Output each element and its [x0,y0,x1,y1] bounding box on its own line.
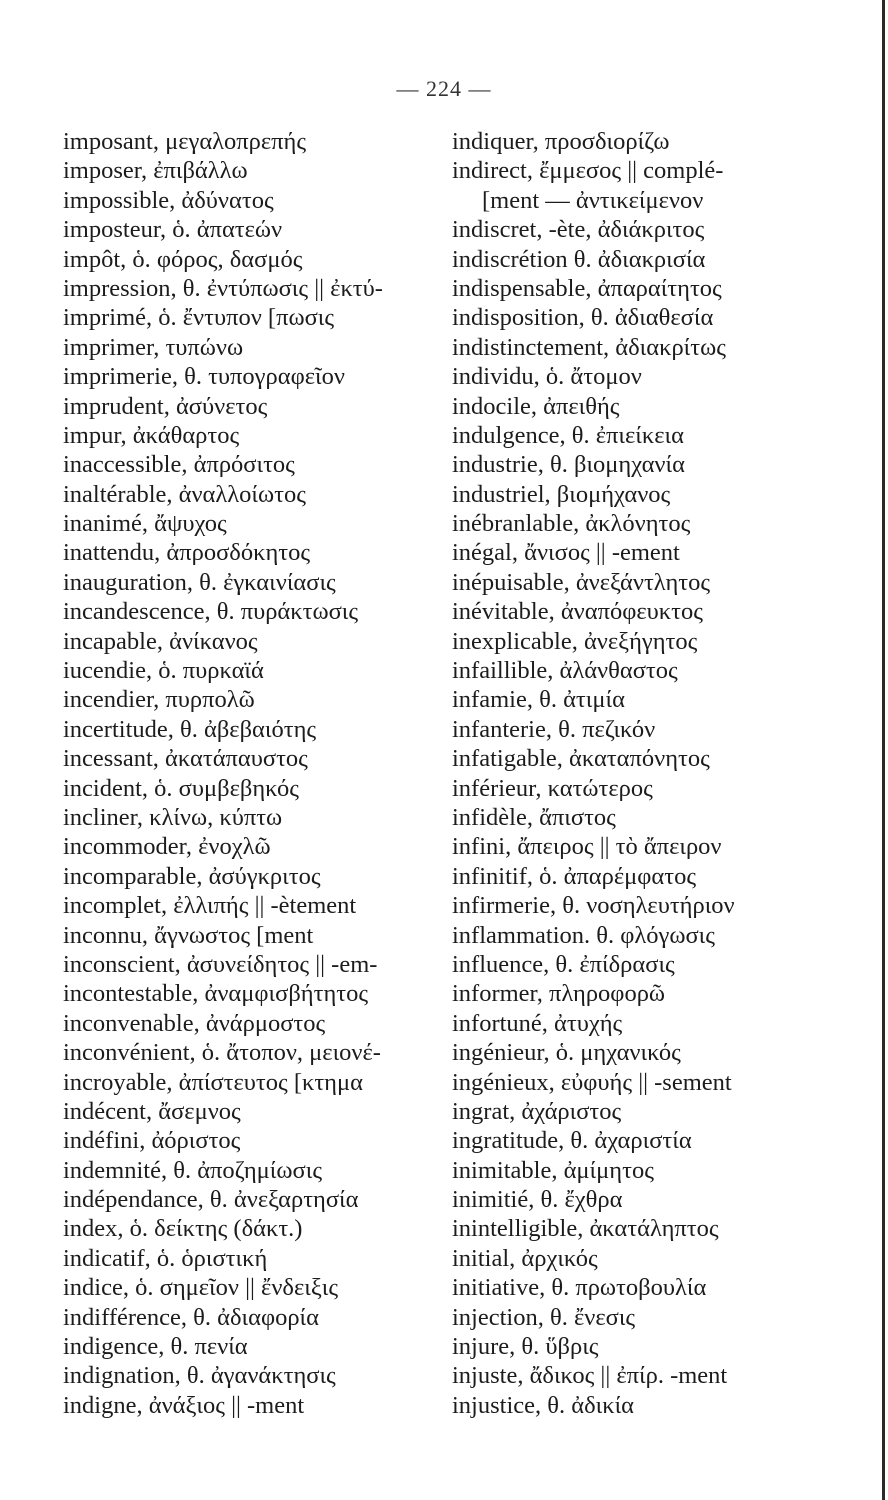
dictionary-entry: imposteur, ὁ. ἀπατεών [63,216,283,244]
dictionary-entry: infinitif, ὁ. ἀπαρέμφατος [452,862,697,890]
dictionary-entry: injuste, ἄδικος || ἐπίρ. -ment [452,1362,728,1390]
dictionary-entry: inépuisable, ἀνεξάντλητος [452,568,711,596]
dictionary-entry: incendier, πυρπολῶ [63,686,255,714]
page-edge-shadow [882,0,885,1500]
dictionary-entry: inattendu, ἀπροσδόκητος [63,539,311,567]
dictionary-entry: initiative, θ. πρωτοβουλία [452,1274,707,1302]
dictionary-entry: iucendie, ὁ. πυρκαϊά [63,657,264,685]
dictionary-entry: imprimerie, θ. τυπογραφεῖον [63,363,345,391]
dictionary-entry: impôt, ὁ. φόρος, δασμός [63,245,303,273]
dictionary-entry: inintelligible, ἀκατάληπτος [452,1215,719,1243]
dictionary-entry: inévitable, ἀναπόφευκτος [452,598,703,626]
dictionary-entry: impossible, ἀδύνατος [63,186,274,214]
dictionary-entry: imprudent, ἀσύνετος [63,392,268,420]
dictionary-entry: indiscret, -ète, ἀδιάκριτος [452,216,705,244]
dictionary-entry: influence, θ. ἐπίδρασις [452,950,675,978]
dictionary-entry: imposant, μεγαλοπρεπής [63,128,307,155]
dictionary-entry: individu, ὁ. ἄτομον [452,363,642,391]
dictionary-entry: incessant, ἀκατάπαυστος [63,745,308,773]
page-number: — 224 — [396,76,492,101]
dictionary-entry: inconscient, ἀσυνείδητος || -em- [63,950,378,978]
dictionary-entry: indéfini, ἀόριστος [63,1127,241,1155]
dictionary-entry: ingénieux, εὐφυής || -sement [452,1068,732,1096]
dictionary-entry: injection, θ. ἔνεσις [452,1303,636,1331]
dictionary-entry: indispensable, ἀπαραίτητος [452,274,722,302]
dictionary-entry: industrie, θ. βιομηχανία [452,451,685,479]
dictionary-entry: infaillible, ἀλάνθαστος [452,657,678,685]
right-column [452,127,862,1420]
dictionary-entry: infamie, θ. ἀτιμία [452,686,625,714]
dictionary-entry: inaltérable, ἀναλλοίωτος [63,480,306,508]
dictionary-entry: inimitable, ἀμίμητος [452,1156,654,1184]
dictionary-entry-continuation: [ment — ἀντικείμενον [482,186,704,214]
dictionary-entry: incliner, κλίνω, κύπτω [63,803,283,831]
dictionary-entry: inconnu, ἄγνωστος [ment [63,921,314,949]
dictionary-entry: indifférence, θ. ἀδιαφορία [63,1303,319,1331]
dictionary-entry: injure, θ. ὕβρις [452,1333,599,1361]
dictionary-entry: infatigable, ἀκαταπόνητος [452,745,710,773]
dictionary-entry: indocile, ἀπειθής [452,392,620,420]
dictionary-entry: indicatif, ὁ. ὁριστική [63,1244,268,1272]
dictionary-entry: indemnité, θ. ἀποζημίωσις [63,1156,323,1184]
dictionary-entry: indulgence, θ. ἐπιείκεια [452,421,684,449]
dictionary-entry: imprimer, τυπώνω [63,333,244,361]
dictionary-entry: indirect, ἔμμεσος || complé- [452,157,724,185]
dictionary-entry: infanterie, θ. πεζικόν [452,715,656,743]
dictionary-entry: inaccessible, ἀπρόσιτος [63,451,295,479]
dictionary-entry: initial, ἀρχικός [452,1244,598,1272]
dictionary-entry: informer, πληροφορῶ [452,980,666,1008]
dictionary-entry: incapable, ἀνίκανος [63,627,258,655]
dictionary-entry: inconvenable, ἀνάρμοστος [63,1009,326,1037]
dictionary-entry: indigence, θ. πενία [63,1333,248,1361]
dictionary-entry: incident, ὁ. συμβεβηκός [63,774,299,802]
dictionary-entry: indiscrétion θ. ἀδιακρισία [452,245,706,273]
dictionary-entry: inanimé, ἄψυχος [63,510,227,538]
dictionary-entry: injustice, θ. ἀδικία [452,1391,634,1419]
dictionary-entry: imposer, ἐπιβάλλω [63,157,248,185]
left-column [63,127,443,1420]
dictionary-entry: incommoder, ἐνοχλῶ [63,833,271,861]
dictionary-entry: index, ὁ. δείκτης (δάκτ.) [63,1215,303,1243]
dictionary-entry: indécent, ἄσεμνος [63,1097,241,1125]
dictionary-entry: incontestable, ἀναμφισβήτητος [63,980,369,1008]
dictionary-entry: incomplet, ἐλλιπής || -ètement [63,892,357,920]
dictionary-entry: infini, ἄπειρος || τὸ ἄπειρον [452,833,722,861]
dictionary-entry: indisposition, θ. ἀδιαθεσία [452,304,714,332]
dictionary-entry: indignation, θ. ἀγανάκτησις [63,1362,336,1390]
dictionary-entry: incandescence, θ. πυράκτωσις [63,598,359,626]
dictionary-entry: inférieur, κατώτερος [452,774,653,802]
dictionary-entry: inimitié, θ. ἔχθρα [452,1186,623,1214]
dictionary-entry: impression, θ. ἐντύπωσις || ἐκτύ- [63,274,383,302]
dictionary-entry: industriel, βιομήχανος [452,480,671,508]
dictionary-entry: indistinctement, ἀδιακρίτως [452,333,726,361]
dictionary-entry: inégal, ἄνισος || -ement [452,539,680,567]
dictionary-entry: indigne, ἀνάξιος || -ment [63,1391,305,1419]
dictionary-entry: inauguration, θ. ἐγκαινίασις [63,568,336,596]
dictionary-entry: ingénieur, ὁ. μηχανικός [452,1039,681,1067]
dictionary-entry: imprimé, ὁ. ἔντυπον [πωσις [63,304,335,332]
dictionary-entry: indiquer, προσδιορίζω [452,128,670,155]
dictionary-entry: indice, ὁ. σημεῖον || ἔνδειξις [63,1274,339,1302]
dictionary-entry: infortuné, ἀτυχής [452,1009,623,1037]
dictionary-entry: infidèle, ἄπιστος [452,803,616,831]
dictionary-entry: indépendance, θ. ἀνεξαρτησία [63,1186,359,1214]
dictionary-entry: inflammation. θ. φλόγωσις [452,921,715,949]
dictionary-entry: incertitude, θ. ἀβεβαιότης [63,715,317,743]
dictionary-entry: impur, ἀκάθαρτος [63,421,240,449]
dictionary-entry: inexplicable, ἀνεξήγητος [452,627,698,655]
dictionary-entry: inébranlable, ἀκλόνητος [452,510,691,538]
dictionary-entry: incomparable, ἀσύγκριτος [63,862,321,890]
dictionary-entry: infirmerie, θ. νοσηλευτήριον [452,892,735,920]
dictionary-entry: inconvénient, ὁ. ἄτοπον, μειονέ- [63,1039,381,1067]
dictionary-entry: ingratitude, θ. ἀχαριστία [452,1127,692,1155]
dictionary-entry: ingrat, ἀχάριστος [452,1097,622,1125]
dictionary-entry: incroyable, ἀπίστευτος [κτημα [63,1068,363,1096]
